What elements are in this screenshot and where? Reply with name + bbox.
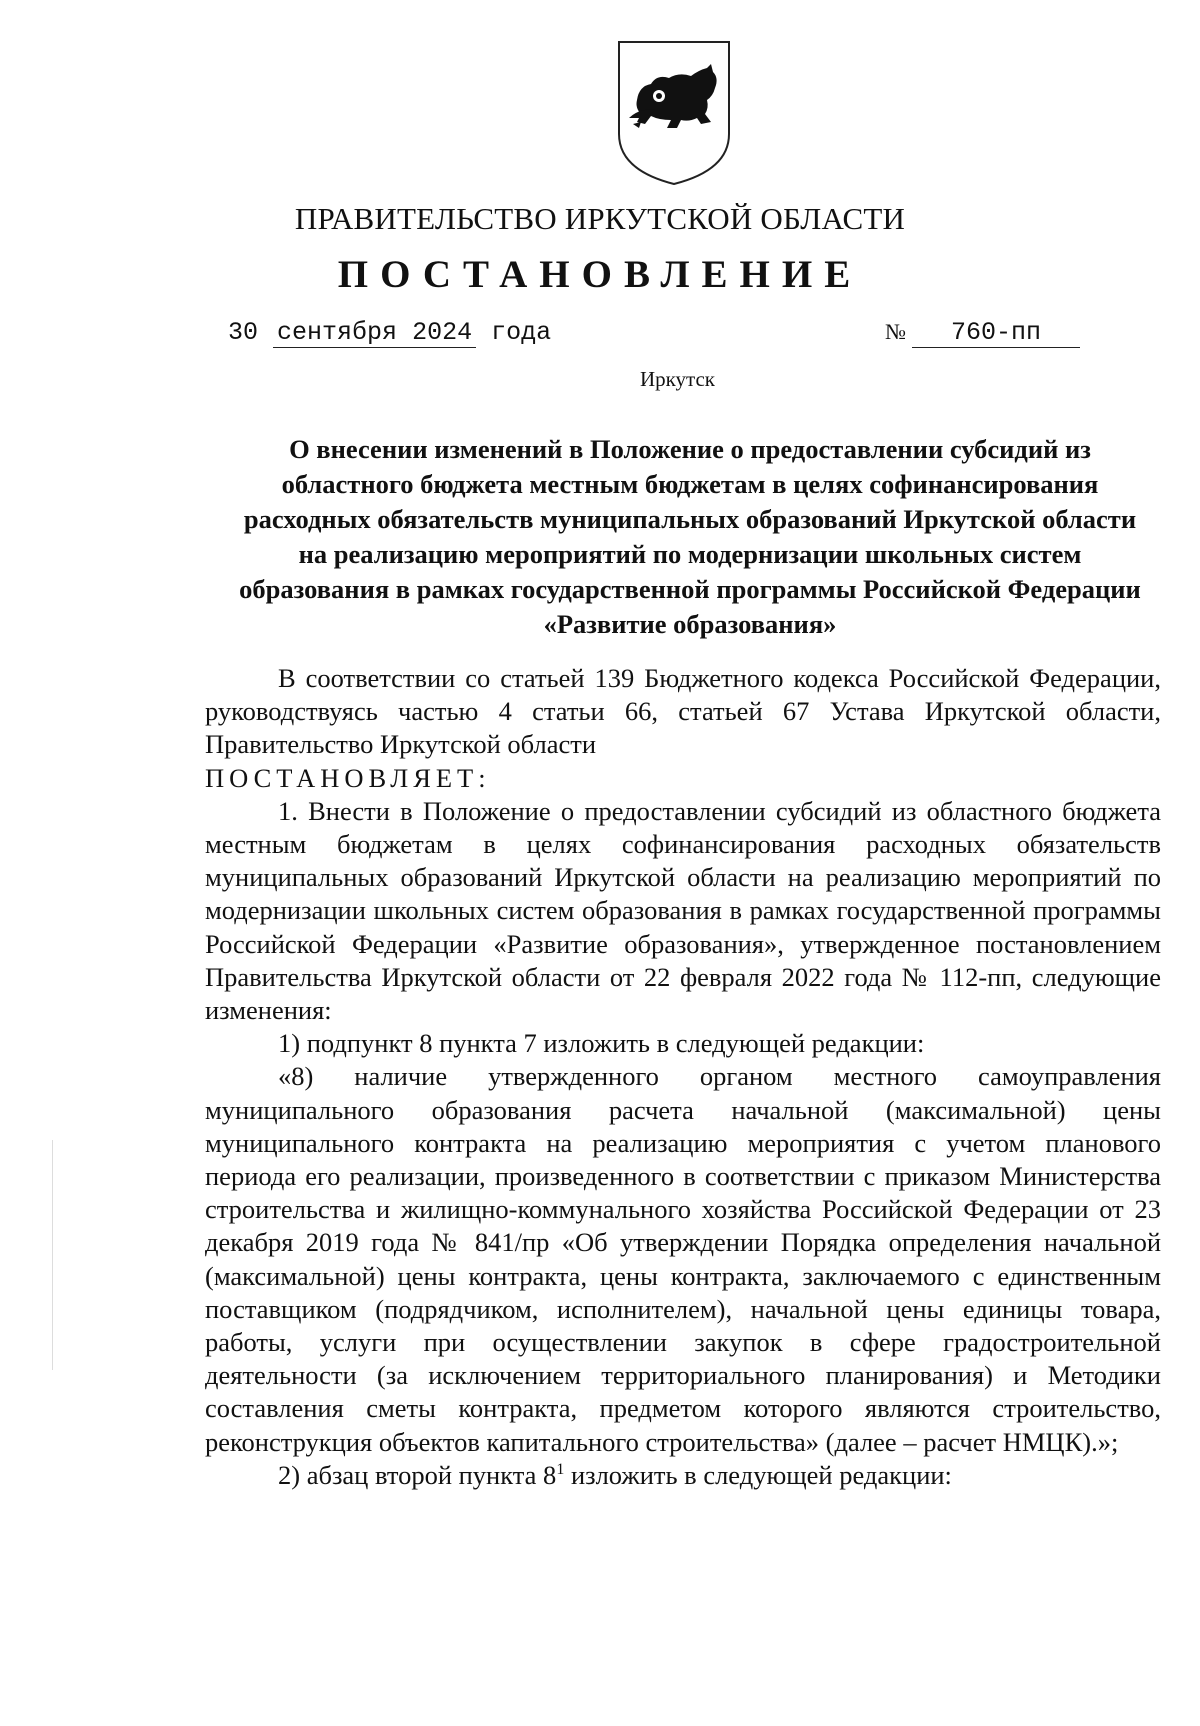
subitem-2-superscript: 1 [556, 1461, 565, 1479]
date-day: 30 [228, 318, 259, 347]
scan-edge-mark [52, 1140, 53, 1370]
subitem-2-paragraph [205, 1459, 1161, 1492]
item-1-paragraph: 1. Внести в Положение о предоставлении субсидий из областного бюджета местным бюджетам в целях софинансирования расходных обязательств муниципальных образований Иркутской области на реализацию мероприятий по модернизации школьных систем образования в рамках государственной программы Российской Федерации «Развитие образования», утвержденное постановлением Правительства Иркутской области от 22 февраля 2022 года № 112-пп, следующие изменения: [205, 795, 1161, 1026]
government-heading: ПРАВИТЕЛЬСТВО ИРКУТСКОЙ ОБЛАСТИ [294, 201, 906, 236]
number-value: 760-пп [912, 318, 1080, 348]
subitem-2-text: 2) абзац второй пункта 8 [278, 1459, 557, 1490]
resolves-heading: ПОСТАНОВЛЯЕТ: [205, 762, 491, 793]
date-year: 2024 [412, 318, 473, 347]
date-month-year [273, 318, 476, 348]
quote-item-8-paragraph: «8) наличие утвержденного органом местного самоуправления муниципального образования расчета начальной (максимальной) цены муниципального контракта на реализацию мероприятия с учетом планового периода его реализации, произведенного в соответствии с приказом Министерства строительства и жилищно-коммунального хозяйства Российской Федерации от 23 декабря 2019 года № 841/пр «Об утверждении Порядка определения начальной (максимальной) цены контракта, цены контракта, заключаемого с единственным поставщиком (подрядчиком, исполнителем), начальной цены единицы товара, работы, услуги при осуществлении закупок в сфере градостроительной деятельности (за исключением территориального планирования) и Методики составления сметы контракта, предметом которого являются строительство, реконструкция объектов капитального строительства» (далее – расчет НМЦК).»; [205, 1061, 1161, 1457]
subitem-1-paragraph: 1) подпункт 8 пункта 7 изложить в следующей редакции: [278, 1028, 925, 1059]
document-date [228, 318, 551, 347]
date-month: сентября [277, 318, 398, 347]
date-suffix: года [491, 318, 552, 347]
document-title: О внесении изменений в Положение о предоставлении субсидий из областного бюджета местным бюджетам в целях софинансирования расходных обязательств муниципальных образований Иркутской области на реализацию мероприятий по модернизации школьных систем образования в рамках государственной программы Российской Федерации «Развитие образования» [239, 434, 1141, 639]
document-body [205, 662, 1161, 1492]
number-symbol: № [885, 319, 906, 344]
coat-of-arms-icon [615, 38, 733, 188]
city: Иркутск [639, 367, 716, 391]
document-type: ПОСТАНОВЛЕНИЕ [337, 253, 863, 296]
subitem-2-text-end: изложить в следующей редакции: [564, 1459, 952, 1490]
document-number [885, 318, 1080, 348]
intro-paragraph: В соответствии со статьей 139 Бюджетного кодекса Российской Федерации, руководствуясь частью 4 статьи 66, статьей 67 Устава Иркутской области, Правительство Иркутской области [205, 663, 1161, 760]
